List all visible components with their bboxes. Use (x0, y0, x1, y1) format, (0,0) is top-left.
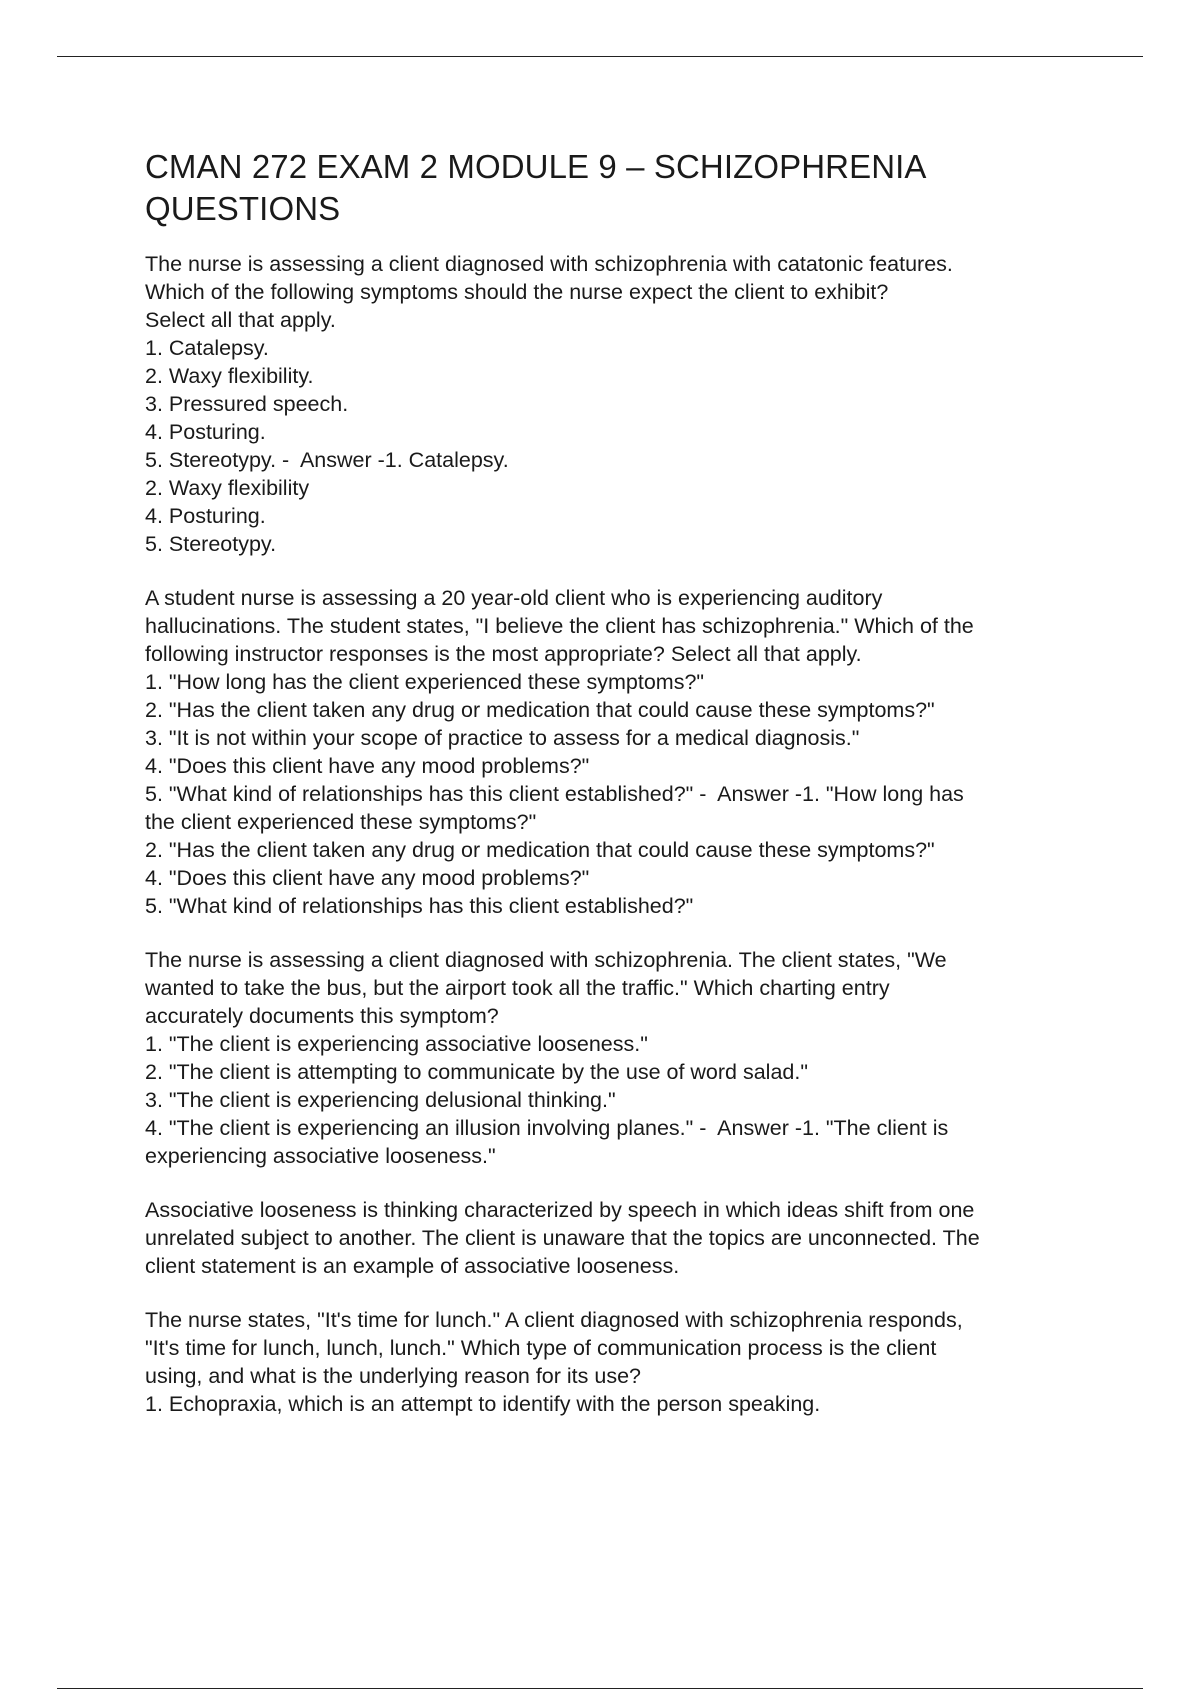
bottom-rule (57, 1688, 1143, 1689)
question-time-for-lunch: The nurse states, "It's time for lunch." A client diagnosed with schizophrenia responds, "It's time for lunch, lunch, lunch." Which type of communication process is the client using, and what is the underlying reason for its use? 1. Echopraxia, which is an attempt to identify with the person speaking. (145, 1308, 963, 1416)
question-charting-entry: The nurse is assessing a client diagnosed with schizophrenia. The client states, "We wanted to take the bus, but the airport took all the traffic." Which charting entry accurately documents this symptom? 1. "The client is experiencing associative looseness." 2. "The client is attempting to communicate by the use of word salad." 3. "The client is experiencing delusional thinking." 4. "The client is experiencing an illusion involving planes." - Answer -1. "The client is experiencing associative looseness." (145, 948, 949, 1168)
question-catatonic-features: The nurse is assessing a client diagnosed with schizophrenia with catatonic features. Which of the following symptoms should the nurse expect the client to exhibit? Select all that apply. 1. Catalepsy. 2. Waxy flexibility. 3. Pressured speech. 4. Posturing. 5. Stereotypy. - Answer -1. Catalepsy. 2. Waxy flexibility 4. Posturing. 5. Stereotypy. (145, 252, 953, 556)
document-body (145, 146, 1105, 1418)
document-title: CMAN 272 EXAM 2 MODULE 9 – SCHIZOPHRENIA QUESTIONS (145, 148, 925, 227)
question-student-nurse-hallucinations: A student nurse is assessing a 20 year-old client who is experiencing auditory hallucinations. The student states, "I believe the client has schizophrenia." Which of the following instructor responses is the most appropriate? Select all that apply. 1. "How long has the client experienced these symptoms?" 2. "Has the client taken any drug or medication that could cause these symptoms?" 3. "It is not within your scope of practice to assess for a medical diagnosis." 4. "Does this client have any mood problems?" 5. "What kind of relationships has this client established?" - Answer -1. "How long has the client experienced these symptoms?" 2. "Has the client taken any drug or medication that could cause these symptoms?" 4. "Does this client have any mood problems?" 5. "What kind of relationships has this client established?" (145, 586, 974, 918)
top-rule (57, 56, 1143, 57)
rationale-associative-looseness: Associative looseness is thinking characterized by speech in which ideas shift from one unrelated subject to another. The client is unaware that the topics are unconnected. The client statement is an example of associative looseness. (145, 1198, 980, 1278)
